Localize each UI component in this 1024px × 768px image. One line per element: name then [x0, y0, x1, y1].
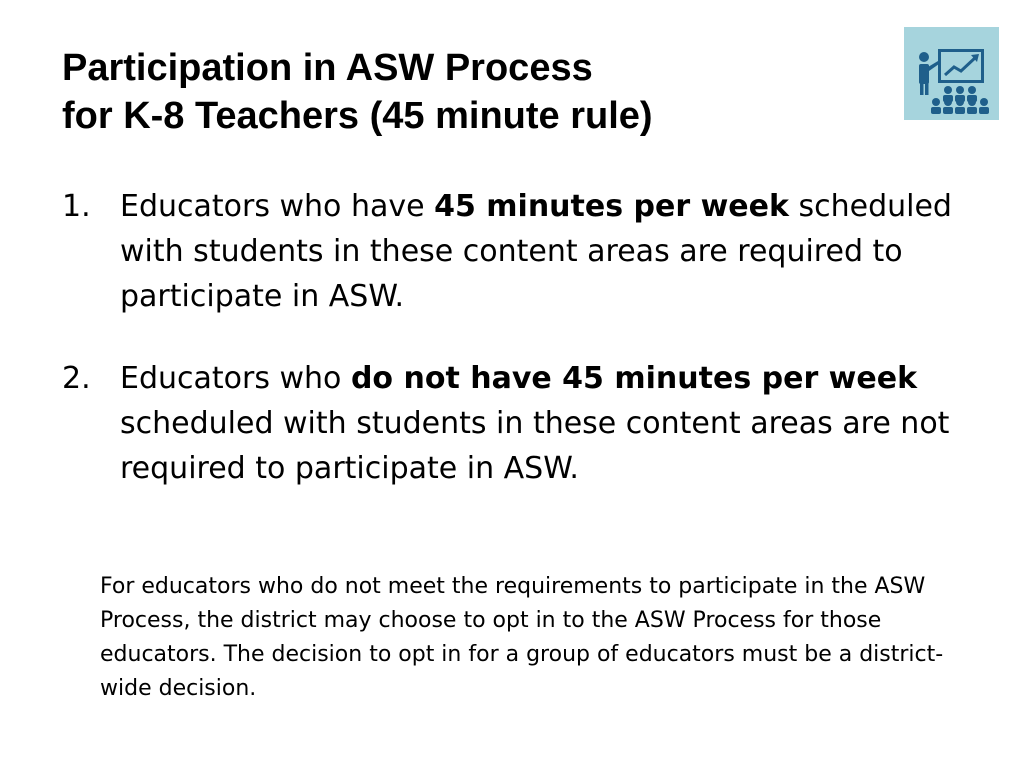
list-text-lead: Educators who	[120, 361, 351, 396]
requirements-list	[62, 184, 962, 528]
list-number: 1.	[62, 189, 91, 224]
list-text-lead: Educators who have	[120, 189, 435, 224]
list-item	[62, 356, 962, 491]
list-item	[62, 184, 962, 319]
slide-title-line-1: Participation in ASW Process	[62, 47, 593, 89]
list-number: 2.	[62, 361, 91, 396]
slide-title	[62, 44, 653, 140]
list-text	[120, 189, 952, 314]
list-text-rest: scheduled with students in these content areas are not required to participate in ASW.	[120, 406, 950, 486]
list-text-emphasis: do not have 45 minutes per week	[350, 361, 918, 396]
list-text-emphasis: 45 minutes per week	[434, 189, 789, 224]
presenter-chart-icon	[904, 27, 999, 120]
opt-in-note: For educators who do not meet the requirements to participate in the ASW Process, the district may choose to opt in to the ASW Process for those educators. The decision to opt in for a group of educators must be a district-wide decision.	[100, 574, 944, 701]
list-text	[120, 361, 949, 486]
slide-title-line-2: for K-8 Teachers (45 minute rule)	[62, 95, 653, 137]
list-text-rest: scheduled with students in these content areas are required to participate in ASW.	[120, 189, 952, 314]
